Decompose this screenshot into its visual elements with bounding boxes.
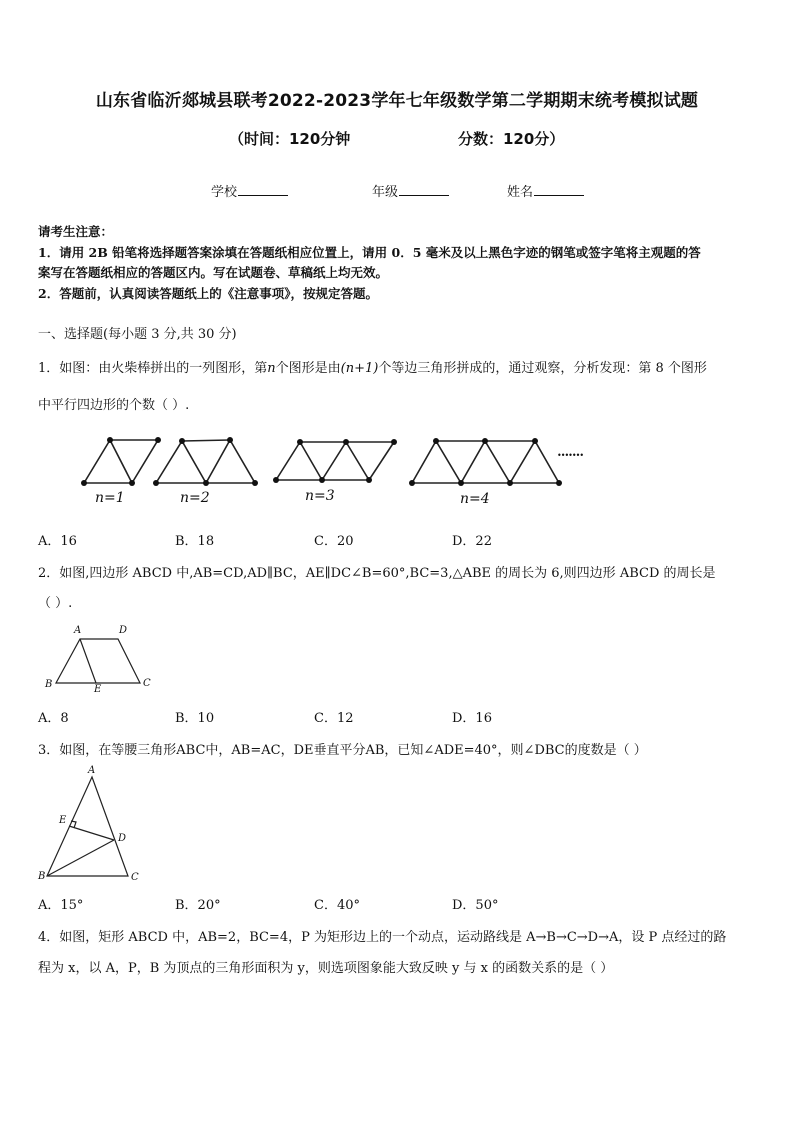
q1-label-n1: n=1 [95, 490, 125, 506]
q1-label-n4: n=4 [460, 491, 490, 507]
q1-label-n2: n=2 [180, 490, 210, 506]
q1-option-d[interactable]: D．22 [452, 534, 492, 549]
q1-var-n: n [267, 361, 276, 376]
q2-label-d: D [119, 625, 128, 636]
exam-time: （时间：120分钟 [229, 130, 351, 148]
q2-label-b: B [45, 679, 53, 690]
notice-heading: 请考生注意： [38, 224, 114, 239]
q1-expr: (n+1) [340, 361, 379, 376]
q3-label-a: A [88, 765, 96, 776]
name-label: 姓名 [507, 185, 534, 200]
question-4-text: 4．如图，矩形 ABCD 中，AB=2，BC=4，P 为矩形边上的一个动点，运动路线是 A→B→C→D→A，设 P 点经过的路 [38, 930, 727, 945]
q1-part2: 个图形是由 [275, 361, 341, 376]
exam-score: 分数：120分） [458, 130, 565, 148]
q2-option-b[interactable]: B．10 [175, 711, 215, 726]
q2-option-a[interactable]: A．8 [38, 711, 69, 726]
q2-label-a: A [74, 625, 82, 636]
q1-ellipsis: ••••••• [557, 451, 584, 460]
page-title: 山东省临沂郯城县联考2022-2023学年七年级数学第二学期期末统考模拟试题 [95, 91, 699, 111]
q3-label-d: D [118, 833, 127, 844]
q3-option-d[interactable]: D．50° [452, 898, 499, 913]
q3-option-a[interactable]: A．15° [38, 898, 84, 913]
q3-label-b: B [38, 871, 46, 882]
question-2-text: 2．如图,四边形 ABCD 中,AB=CD,AD∥BC，AE∥DC∠B=60°,BC=3,△ABE 的周长为 6,则四边形 ABCD 的周长是 [38, 566, 716, 581]
q2-option-c[interactable]: C．12 [314, 711, 354, 726]
q1-option-c[interactable]: C．20 [314, 534, 354, 549]
school-label: 学校 [211, 185, 238, 200]
notice-item-2: 2．答题前，认真阅读答题纸上的《注意事项》，按规定答题。 [38, 286, 378, 301]
q3-label-c: C [131, 872, 139, 883]
notice-item-1: 1．请用 2B 铅笔将选择题答案涂填在答题纸相应位置上，请用 0．5 毫米及以上黑色字迹的钢笔或签字笔将主观题的答 [38, 245, 701, 260]
question-1-text-cont: 中平行四边形的个数（ ）. [38, 398, 190, 413]
q3-option-b[interactable]: B．20° [175, 898, 221, 913]
q2-option-d[interactable]: D．16 [452, 711, 492, 726]
q3-label-e: E [59, 815, 67, 826]
q3-option-c[interactable]: C．40° [314, 898, 360, 913]
q1-option-a[interactable]: A．16 [38, 534, 77, 549]
q1-label-n3: n=3 [305, 488, 335, 504]
notice-item-1-cont: 案写在答题纸相应的答题区内。写在试题卷、草稿纸上均无效。 [38, 265, 389, 280]
question-2-text-cont: （ ）. [38, 596, 73, 611]
q1-part3: 个等边三角形拼成的，通过观察，分析发现：第 8 个图形 [378, 361, 707, 376]
q2-label-c: C [143, 678, 151, 689]
section-heading: 一、选择题(每小题 3 分,共 30 分) [38, 327, 237, 342]
question-3-text: 3．如图，在等腰三角形ABC中，AB=AC，DE垂直平分AB，已知∠ADE=40°，则∠DBC的度数是（ ） [38, 743, 647, 758]
grade-label: 年级 [372, 185, 399, 200]
question-4-text-cont: 程为 x，以 A，P，B 为顶点的三角形面积为 y，则选项图象能大致反映 y 与 x 的函数关系的是（ ） [38, 961, 614, 976]
q1-option-b[interactable]: B．18 [175, 534, 215, 549]
q2-label-e: E [94, 684, 102, 695]
q1-part1: 1．如图：由火柴棒拼出的一列图形，第 [38, 361, 268, 376]
